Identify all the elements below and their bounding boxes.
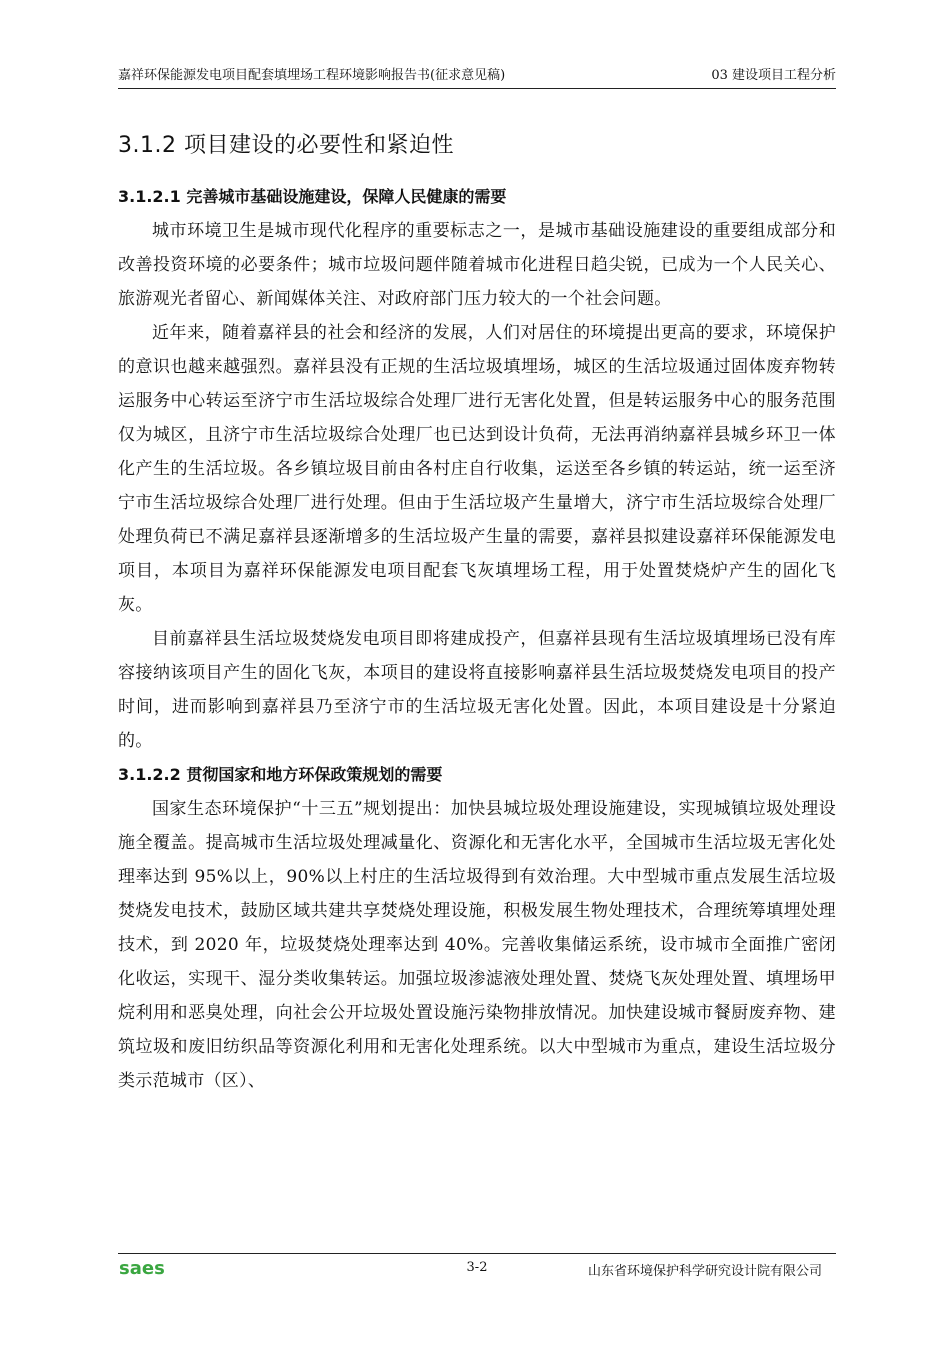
page-footer [118,1253,836,1284]
subsection-heading-1: 3.1.2.1 完善城市基础设施建设，保障人民健康的需要 [118,187,507,206]
section-heading: 3.1.2 项目建设的必要性和紧迫性 [118,133,454,158]
paragraph: 国家生态环境保护“十三五”规划提出：加快县城垃圾处理设施建设，实现城镇垃圾处理设施全覆盖。提高城市生活垃圾处理减量化、资源化和无害化水平，全国城市生活垃圾无害化处理率达到 95%以上，90%以上村庄的生活垃圾得到有效治理。大中型城市重点发展生活垃圾焚烧发电技术，鼓励区域共建共享焚烧处理设施，积极发展生物处理技术，合理统筹填埋处理技术，到 2020 年，垃圾焚烧处理率达到 40%。完善收集储运系统，设市城市全面推广密闭化收运，实现干、湿分类收集转运。加强垃圾渗滤液处理处置、焚烧飞灰处理处置、填埋场甲烷利用和恶臭处理，向社会公开垃圾处置设施污染物排放情况。加快建设城市餐厨废弃物、建筑垃圾和废旧纺织品等资源化利用和无害化处理系统。以大中型城市为重点，建设生活垃圾分类示范城市（区）、 [118,799,836,1091]
main-content [118,126,836,1098]
paragraph: 城市环境卫生是城市现代化程序的重要标志之一，是城市基础设施建设的重要组成部分和改善投资环境的必要条件；城市垃圾问题伴随着城市化进程日趋尖锐，已成为一个人民关心、旅游观光者留心、新闻媒体关注、对政府部门压力较大的一个社会问题。 [118,221,836,309]
svg-text:saes: saes [119,1258,165,1278]
chapter-label: 03 建设项目工程分析 [711,68,836,83]
subsection-heading-2: 3.1.2.2 贯彻国家和地方环保政策规划的需要 [118,765,443,784]
paragraph: 目前嘉祥县生活垃圾焚烧发电项目即将建成投产，但嘉祥县现有生活垃圾填埋场已没有库容接纳该项目产生的固化飞灰，本项目的建设将直接影响嘉祥县生活垃圾焚烧发电项目的投产时间，进而影响到嘉祥县乃至济宁市的生活垃圾无害化处置。因此，本项目建设是十分紧迫的。 [118,629,836,751]
document-title: 嘉祥环保能源发电项目配套填埋场工程环境影响报告书(征求意见稿) [118,68,506,83]
organization-name: 山东省环境保护科学研究设计院有限公司 [587,1264,822,1279]
paragraph: 近年来，随着嘉祥县的社会和经济的发展，人们对居住的环境提出更高的要求，环境保护的意识也越来越强烈。嘉祥县没有正规的生活垃圾填埋场，城区的生活垃圾通过固体废弃物转运服务中心转运至济宁市生活垃圾综合处理厂进行无害化处置，但是转运服务中心的服务范围仅为城区，且济宁市生活垃圾综合处理厂也已达到设计负荷，无法再消纳嘉祥县城乡环卫一体化产生的生活垃圾。各乡镇垃圾目前由各村庄自行收集，运送至各乡镇的转运站，统一运至济宁市生活垃圾综合处理厂进行处理。但由于生活垃圾产生量增大，济宁市生活垃圾综合处理厂处理负荷已不满足嘉祥县逐渐增多的生活垃圾产生量的需要，嘉祥县拟建设嘉祥环保能源发电项目，本项目为嘉祥环保能源发电项目配套飞灰填埋场工程，用于处置焚烧炉产生的固化飞灰。 [118,323,836,615]
page-number: 3-2 [466,1260,488,1275]
page-header [118,64,836,89]
